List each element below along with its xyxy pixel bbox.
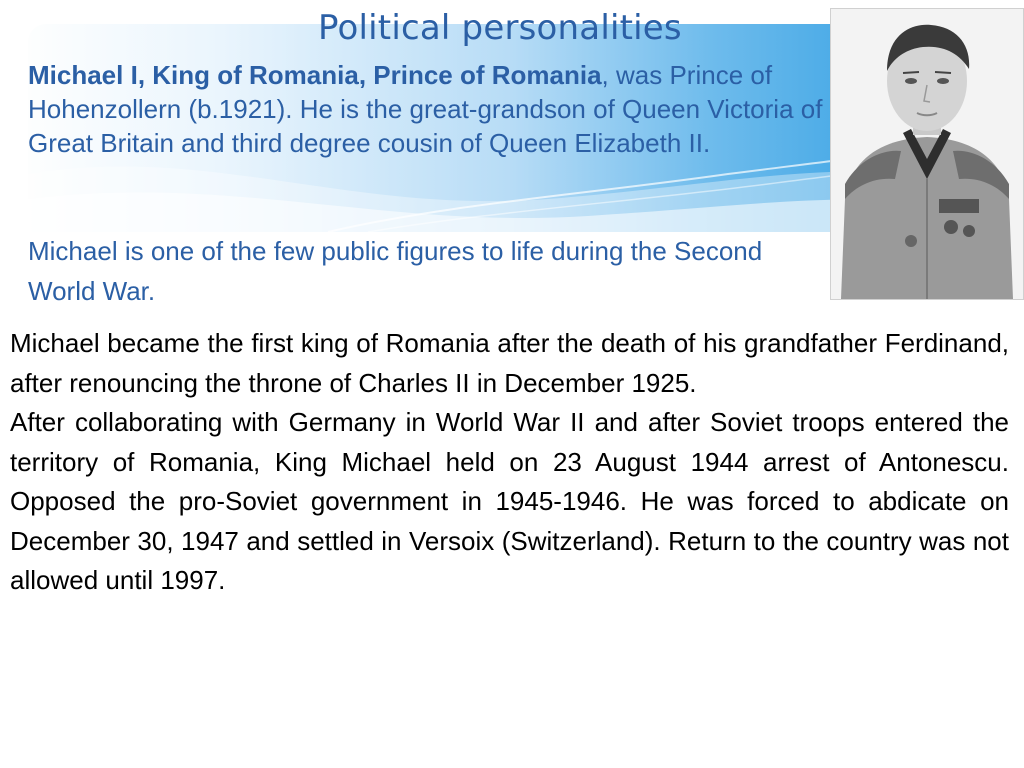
second-paragraph: Michael is one of the few public figures to life during the Second World War.	[28, 236, 763, 306]
portrait-photo	[830, 8, 1024, 300]
slide-title: Political personalities	[318, 8, 682, 48]
intro-description: , was Prince of Hohenzollern (b.1921). He is the great-grandson of Queen Victoria of Great Britain and third degree cousin of Queen Elizabeth II.	[28, 60, 823, 158]
body-paragraph-1: Michael became the first king of Romania after the death of his grandfather Ferdinand, after renouncing the throne of Charles II in December 1925.	[10, 328, 1009, 398]
intro-paragraph	[28, 58, 828, 160]
intro-name: Michael I, King of Romania, Prince of Romania	[28, 60, 602, 90]
body-text	[10, 324, 1009, 601]
portrait-icon	[831, 9, 1023, 299]
body-paragraph-2: After collaborating with Germany in World War II and after Soviet troops entered the territory of Romania, King Michael held on 23 August 1944 arrest of Antonescu. Opposed the pro-Soviet government in 1945-1946. He was forced to abdicate on December 30, 1947 and settled in Versoix (Switzerland). Return to the country was not allowed until 1997.	[10, 407, 1009, 595]
